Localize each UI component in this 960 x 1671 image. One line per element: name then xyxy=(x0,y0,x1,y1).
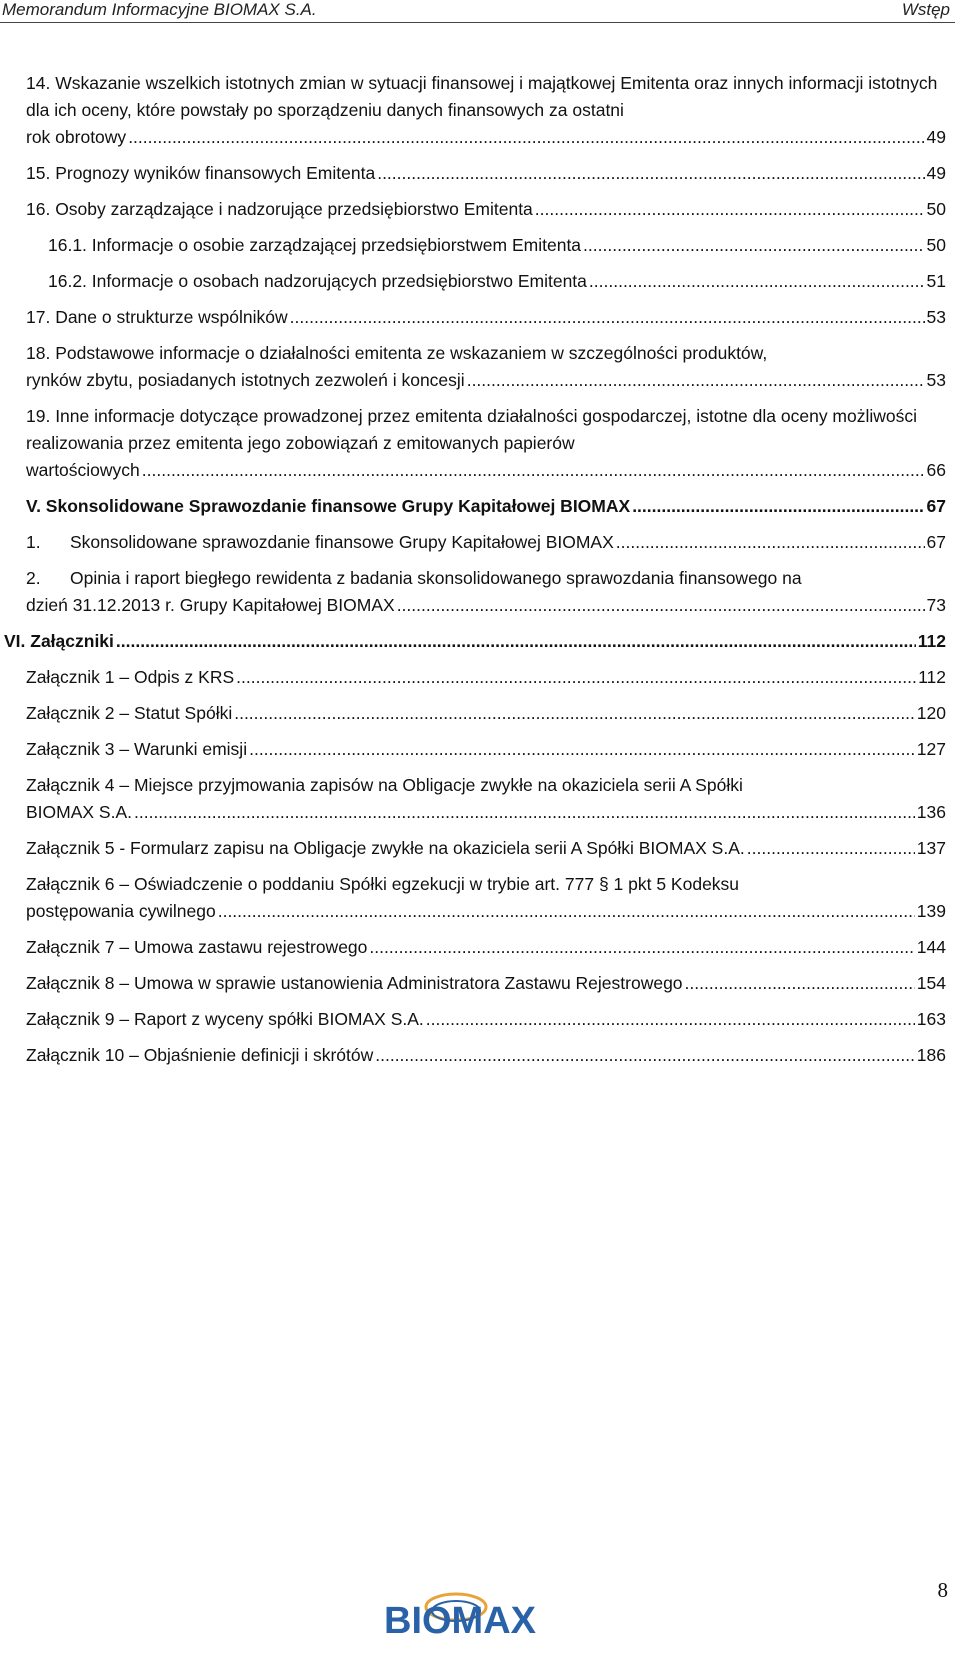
leader-dots xyxy=(535,196,925,223)
toc-page-number: 112 xyxy=(917,631,946,651)
leader-dots xyxy=(375,1042,915,1069)
toc-page-number: 73 xyxy=(926,595,946,615)
toc-page-number: 67 xyxy=(926,532,946,552)
toc-entry-zalacznik-1[interactable] xyxy=(26,664,946,691)
toc-entry-zalacznik-9[interactable] xyxy=(26,1006,946,1033)
toc-entry-19[interactable] xyxy=(26,403,946,484)
leader-dots xyxy=(128,124,924,151)
toc-entry-text: 16.2. Informacje o osobach nadzorujących przedsiębiorstwo Emitenta xyxy=(48,271,587,291)
toc-entry-V[interactable] xyxy=(26,493,946,520)
leader-dots xyxy=(397,592,925,619)
toc-entry-text-cont: wartościowych xyxy=(26,460,140,480)
toc-entry-text: Załącznik 10 – Objaśnienie definicji i skrótów xyxy=(26,1045,374,1065)
toc-entry-text: 18. Podstawowe informacje o działalności emitenta ze wskazaniem w szczególności produktów, xyxy=(26,343,768,363)
toc-page-number: 139 xyxy=(916,901,946,921)
leader-dots xyxy=(467,367,925,394)
toc-page-number: 136 xyxy=(916,802,946,822)
toc-page-number: 51 xyxy=(926,271,946,291)
leader-dots xyxy=(747,835,915,862)
toc-entry-text: Skonsolidowane sprawozdanie finansowe Grupy Kapitałowej BIOMAX xyxy=(70,532,614,552)
toc-entry-zalacznik-6[interactable] xyxy=(26,871,946,925)
toc-entry-text-cont: dzień 31.12.2013 r. Grupy Kapitałowej BIOMAX xyxy=(26,595,395,615)
toc-entry-number: 2. xyxy=(26,568,41,588)
toc-entry-V-2[interactable] xyxy=(26,565,946,619)
section-title: Wstęp xyxy=(901,0,950,19)
toc-entry-text: Załącznik 6 – Oświadczenie o poddaniu Spółki egzekucji w trybie art. 777 § 1 pkt 5 Kodeksu xyxy=(26,874,740,894)
header-rule xyxy=(0,22,955,23)
toc-entry-text: Załącznik 9 – Raport z wyceny spółki BIOMAX S.A. xyxy=(26,1009,424,1029)
leader-dots xyxy=(249,736,915,763)
biomax-logo-graphic xyxy=(360,1585,560,1645)
toc-page-number: 50 xyxy=(926,235,946,255)
toc-entry-16-2[interactable] xyxy=(26,268,946,295)
toc-page-number: 163 xyxy=(916,1009,946,1029)
toc-page-number: 53 xyxy=(926,370,946,390)
toc-page-number: 154 xyxy=(916,973,946,993)
toc-entry-text-cont: rynków zbytu, posiadanych istotnych zezwoleń i koncesji xyxy=(26,370,465,390)
toc-entry-zalacznik-2[interactable] xyxy=(26,700,946,727)
toc-entry-text: Załącznik 5 - Formularz zapisu na Obligacje zwykłe na okaziciela serii A Spółki BIOMAX S.A. xyxy=(26,838,745,858)
toc-entry-zalacznik-7[interactable] xyxy=(26,934,946,961)
toc-entry-zalacznik-10[interactable] xyxy=(26,1042,946,1069)
toc-entry-number: 1. xyxy=(26,532,41,552)
toc-entry-16[interactable] xyxy=(26,196,946,223)
toc-entry-15[interactable] xyxy=(26,160,946,187)
leader-dots xyxy=(616,529,925,556)
toc-entry-text: 16. Osoby zarządzające i nadzorujące przedsiębiorstwo Emitenta xyxy=(26,199,533,219)
toc-entry-text: VI. Załączniki xyxy=(4,631,114,651)
toc-page-number: 127 xyxy=(916,739,946,759)
leader-dots xyxy=(632,493,924,520)
toc-page-number: 49 xyxy=(926,127,946,147)
toc-entry-zalacznik-5[interactable] xyxy=(26,835,946,862)
toc-entry-text: 19. Inne informacje dotyczące prowadzonej przez emitenta działalności gospodarczej, istotne dla oceny możliwości realizowania przez emitenta jego zobowiązań z emitowanych papierów xyxy=(26,406,918,453)
toc-entry-text: Załącznik 3 – Warunki emisji xyxy=(26,739,248,759)
toc-page-number: 137 xyxy=(916,838,946,858)
toc-entry-18[interactable] xyxy=(26,340,946,394)
toc-page-number: 186 xyxy=(916,1045,946,1065)
toc-entry-text: Załącznik 4 – Miejsce przyjmowania zapisów na Obligacje zwykłe na okaziciela serii A Spółki xyxy=(26,775,743,795)
toc-entry-text: Opinia i raport biegłego rewidenta z badania skonsolidowanego sprawozdania finansowego na xyxy=(70,568,802,588)
toc-page-number: 144 xyxy=(916,937,946,957)
leader-dots xyxy=(236,664,916,691)
document-title: Memorandum Informacyjne BIOMAX S.A. xyxy=(2,0,317,19)
toc-entry-text: 14. Wskazanie wszelkich istotnych zmian w sytuacji finansowej i majątkowej Emitenta oraz innych informacji istotnych dla ich oceny, które powstały po sporządzeniu danych finansowych za ostatni xyxy=(26,73,938,120)
leader-dots xyxy=(583,232,924,259)
toc-entry-text: V. Skonsolidowane Sprawozdanie finansowe Grupy Kapitałowej BIOMAX xyxy=(26,496,631,516)
leader-dots xyxy=(426,1006,915,1033)
toc-page-number: 53 xyxy=(926,307,946,327)
toc-entry-VI[interactable] xyxy=(4,628,946,655)
logo-wordmark: BIOMAX xyxy=(384,1600,536,1642)
leader-dots xyxy=(685,970,915,997)
toc-entry-text: Załącznik 2 – Statut Spółki xyxy=(26,703,233,723)
toc-entry-14[interactable] xyxy=(26,70,946,151)
toc-entry-text-cont: rok obrotowy xyxy=(26,127,127,147)
leader-dots xyxy=(116,628,916,655)
toc-page-number: 112 xyxy=(918,667,946,687)
toc-page-number: 49 xyxy=(926,163,946,183)
leader-dots xyxy=(290,304,925,331)
toc-entry-16-1[interactable] xyxy=(26,232,946,259)
leader-dots xyxy=(142,457,925,484)
toc-page-number: 50 xyxy=(926,199,946,219)
toc-entry-text-cont: BIOMAX S.A. xyxy=(26,802,132,822)
toc-entry-text: Załącznik 7 – Umowa zastawu rejestrowego xyxy=(26,937,368,957)
table-of-contents xyxy=(4,70,946,1069)
leader-dots xyxy=(234,700,915,727)
page-number: 8 xyxy=(937,1578,948,1602)
toc-entry-zalacznik-4[interactable] xyxy=(26,772,946,826)
toc-entry-17[interactable] xyxy=(26,304,946,331)
toc-entry-zalacznik-3[interactable] xyxy=(26,736,946,763)
page-header xyxy=(0,0,960,20)
toc-entry-text: 16.1. Informacje o osobie zarządzającej przedsiębiorstwem Emitenta xyxy=(48,235,582,255)
toc-page-number: 66 xyxy=(926,460,946,480)
leader-dots xyxy=(369,934,914,961)
toc-entry-text-cont: postępowania cywilnego xyxy=(26,901,216,921)
toc-page-number: 67 xyxy=(926,496,946,516)
toc-entry-text: Załącznik 1 – Odpis z KRS xyxy=(26,667,235,687)
toc-entry-text: 15. Prognozy wyników finansowych Emitenta xyxy=(26,163,376,183)
toc-entry-text: 17. Dane o strukturze wspólników xyxy=(26,307,288,327)
toc-entry-text: Załącznik 8 – Umowa w sprawie ustanowienia Administratora Zastawu Rejestrowego xyxy=(26,973,683,993)
leader-dots xyxy=(218,898,915,925)
toc-page-number: 120 xyxy=(916,703,946,723)
biomax-logo xyxy=(360,1585,560,1645)
leader-dots xyxy=(377,160,924,187)
toc-entry-zalacznik-8[interactable] xyxy=(26,970,946,997)
toc-entry-V-1[interactable] xyxy=(26,529,946,556)
leader-dots xyxy=(134,799,915,826)
leader-dots xyxy=(589,268,925,295)
